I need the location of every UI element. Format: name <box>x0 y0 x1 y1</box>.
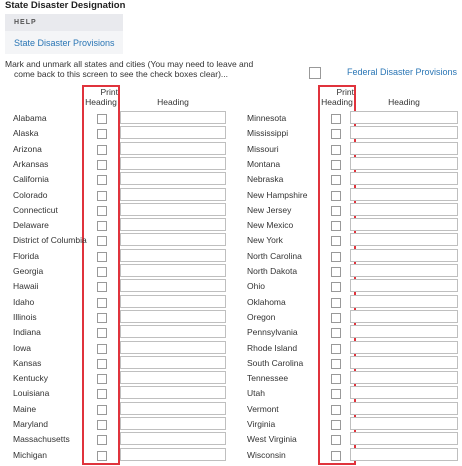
state-name: Maryland <box>13 419 48 429</box>
state-name: Ohio <box>247 281 265 292</box>
print-heading-checkbox-minnesota[interactable] <box>331 114 341 124</box>
print-heading-checkbox-pennsylvania[interactable] <box>331 328 341 338</box>
heading-input-alabama[interactable] <box>120 111 226 124</box>
heading-input-delaware[interactable] <box>120 218 226 231</box>
state-row-alabama <box>13 110 226 126</box>
print-heading-checkbox-connecticut[interactable] <box>97 206 107 216</box>
state-row-louisiana <box>13 385 226 401</box>
print-heading-checkbox-virginia[interactable] <box>331 420 341 430</box>
heading-input-florida[interactable] <box>120 249 226 262</box>
state-name: West Virginia <box>247 434 297 445</box>
state-row-nebraska <box>247 171 458 187</box>
state-row-north-dakota <box>247 263 458 279</box>
print-heading-checkbox-new-york[interactable] <box>331 236 341 246</box>
heading-input-virginia[interactable] <box>350 417 458 430</box>
help-heading: HELP <box>5 14 123 31</box>
state-name: Connecticut <box>13 204 58 215</box>
print-heading-checkbox-kansas[interactable] <box>97 359 107 369</box>
state-name: Mississippi <box>247 128 289 139</box>
state-name: Kansas <box>13 357 42 368</box>
print-heading-checkbox-new-hampshire[interactable] <box>331 191 341 201</box>
print-heading-checkbox-ohio[interactable] <box>331 282 341 292</box>
print-heading-checkbox-alabama[interactable] <box>97 114 107 124</box>
state-name: Pennsylvania <box>247 327 298 338</box>
heading-input-maryland[interactable] <box>120 417 226 430</box>
state-name: Idaho <box>13 296 35 307</box>
state-name: New Jersey <box>247 204 292 215</box>
print-heading-checkbox-kentucky[interactable] <box>97 374 107 384</box>
heading-input-missouri[interactable] <box>350 142 458 155</box>
state-name: Tennessee <box>247 373 289 384</box>
heading-input-georgia[interactable] <box>120 264 226 277</box>
heading-input-new-hampshire[interactable] <box>350 188 458 201</box>
state-name: Montana <box>247 158 281 169</box>
heading-input-montana[interactable] <box>350 157 458 170</box>
state-row-tennessee <box>247 370 458 386</box>
print-heading-checkbox-west-virginia[interactable] <box>331 435 341 445</box>
state-name: Nebraska <box>247 174 284 185</box>
state-row-iowa <box>13 340 226 356</box>
print-heading-checkbox-south-carolina[interactable] <box>331 359 341 369</box>
state-row-vermont <box>247 401 458 417</box>
state-name: Massachusetts <box>13 434 70 445</box>
right-heading-header: Heading <box>388 97 420 107</box>
heading-input-rhode-island[interactable] <box>350 341 458 354</box>
print-heading-checkbox-montana[interactable] <box>331 160 341 170</box>
heading-input-alaska[interactable] <box>120 126 226 139</box>
print-heading-checkbox-oklahoma[interactable] <box>331 298 341 308</box>
print-heading-checkbox-massachusetts[interactable] <box>97 435 107 445</box>
toggle-all-text-line2: come back to this screen to see the check boxes clear)... <box>14 69 229 79</box>
print-heading-checkbox-new-jersey[interactable] <box>331 206 341 216</box>
state-name: Iowa <box>13 342 31 353</box>
state-name: Hawaii <box>13 281 39 292</box>
state-name: Oregon <box>247 311 276 322</box>
print-heading-checkbox-indiana[interactable] <box>97 328 107 338</box>
print-heading-checkbox-georgia[interactable] <box>97 267 107 277</box>
heading-input-nebraska[interactable] <box>350 172 458 185</box>
state-name: Delaware <box>13 220 49 231</box>
state-name: Kentucky <box>13 373 48 384</box>
state-name: Vermont <box>247 403 279 414</box>
heading-input-utah[interactable] <box>350 386 458 399</box>
print-heading-checkbox-delaware[interactable] <box>97 221 107 231</box>
state-name: Indiana <box>13 327 41 338</box>
federal-disaster-provisions-link[interactable]: Federal Disaster Provisions <box>347 67 458 77</box>
state-name: Virginia <box>247 419 276 429</box>
heading-input-south-carolina[interactable] <box>350 356 458 369</box>
state-row-wisconsin <box>247 447 458 463</box>
state-name: Arkansas <box>13 158 49 169</box>
print-heading-checkbox-hawaii[interactable] <box>97 282 107 292</box>
print-heading-checkbox-rhode-island[interactable] <box>331 344 341 354</box>
state-row-arizona <box>13 141 226 157</box>
heading-input-mississippi[interactable] <box>350 126 458 139</box>
heading-input-west-virginia[interactable] <box>350 432 458 445</box>
print-heading-checkbox-florida[interactable] <box>97 252 107 262</box>
heading-input-minnesota[interactable] <box>350 111 458 124</box>
left-print-label: Print <box>100 87 118 97</box>
state-row-new-york <box>247 232 458 248</box>
print-heading-checkbox-idaho[interactable] <box>97 298 107 308</box>
print-heading-checkbox-district-of-columbia[interactable] <box>97 236 107 246</box>
state-row-georgia <box>13 263 226 279</box>
print-heading-checkbox-mississippi[interactable] <box>331 129 341 139</box>
state-row-montana <box>247 156 458 172</box>
state-row-west-virginia <box>247 431 458 447</box>
state-row-south-carolina <box>247 355 458 371</box>
print-heading-checkbox-michigan[interactable] <box>97 451 107 461</box>
state-name: Oklahoma <box>247 296 286 307</box>
state-row-michigan <box>13 447 226 463</box>
state-name: Arizona <box>13 143 42 154</box>
right-print-heading-label: Heading <box>321 97 353 107</box>
heading-input-california[interactable] <box>120 172 226 185</box>
state-row-utah <box>247 385 458 401</box>
state-row-arkansas <box>13 156 226 172</box>
heading-input-oklahoma[interactable] <box>350 295 458 308</box>
state-name: Alaska <box>13 128 39 139</box>
state-name: Florida <box>13 250 39 261</box>
heading-input-massachusetts[interactable] <box>120 432 226 445</box>
state-name: California <box>13 174 49 185</box>
state-row-minnesota <box>247 110 458 126</box>
heading-input-louisiana[interactable] <box>120 386 226 399</box>
state-row-ohio <box>247 278 458 294</box>
help-panel <box>5 14 123 54</box>
state-name: Georgia <box>13 266 44 276</box>
print-heading-checkbox-new-mexico[interactable] <box>331 221 341 231</box>
state-row-virginia <box>247 416 458 432</box>
heading-input-district-of-columbia[interactable] <box>120 233 226 246</box>
heading-input-wisconsin[interactable] <box>350 448 458 461</box>
state-row-new-mexico <box>247 217 458 233</box>
heading-input-pennsylvania[interactable] <box>350 325 458 338</box>
page-title: State Disaster Designation <box>5 0 126 11</box>
left-print-heading-label: Heading <box>85 97 117 107</box>
state-row-kansas <box>13 355 226 371</box>
state-row-oregon <box>247 309 458 325</box>
state-name: Rhode Island <box>247 342 298 353</box>
state-name: North Carolina <box>247 250 302 261</box>
heading-input-arkansas[interactable] <box>120 157 226 170</box>
left-heading-header: Heading <box>157 97 189 107</box>
toggle-all-label <box>5 59 267 79</box>
state-row-delaware <box>13 217 226 233</box>
state-row-kentucky <box>13 370 226 386</box>
state-row-mississippi <box>247 125 458 141</box>
heading-input-new-mexico[interactable] <box>350 218 458 231</box>
print-heading-checkbox-nebraska[interactable] <box>331 175 341 185</box>
state-row-district-of-columbia <box>13 232 226 248</box>
state-name: Missouri <box>247 143 279 154</box>
state-disaster-provisions-link[interactable]: State Disaster Provisions <box>14 38 115 48</box>
state-name: New York <box>247 235 283 246</box>
heading-input-iowa[interactable] <box>120 341 226 354</box>
print-heading-checkbox-utah[interactable] <box>331 389 341 399</box>
print-heading-checkbox-wisconsin[interactable] <box>331 451 341 461</box>
state-name: Minnesota <box>247 113 287 123</box>
print-heading-checkbox-vermont[interactable] <box>331 405 341 415</box>
print-heading-checkbox-maine[interactable] <box>97 405 107 415</box>
heading-input-kentucky[interactable] <box>120 371 226 384</box>
print-heading-checkbox-maryland[interactable] <box>97 420 107 430</box>
heading-input-arizona[interactable] <box>120 142 226 155</box>
heading-input-kansas[interactable] <box>120 356 226 369</box>
state-row-massachusetts <box>13 431 226 447</box>
state-row-north-carolina <box>247 248 458 264</box>
print-heading-checkbox-louisiana[interactable] <box>97 389 107 399</box>
print-heading-checkbox-iowa[interactable] <box>97 344 107 354</box>
heading-input-indiana[interactable] <box>120 325 226 338</box>
state-row-maine <box>13 401 226 417</box>
state-row-california <box>13 171 226 187</box>
heading-input-north-carolina[interactable] <box>350 249 458 262</box>
print-heading-checkbox-arkansas[interactable] <box>97 160 107 170</box>
toggle-all-text-line1: Mark and unmark all states and cities (You may need to leave and <box>5 59 254 69</box>
state-row-new-jersey <box>247 202 458 218</box>
state-row-pennsylvania <box>247 324 458 340</box>
state-name: North Dakota <box>247 266 298 276</box>
state-row-florida <box>13 248 226 264</box>
heading-input-colorado[interactable] <box>120 188 226 201</box>
heading-input-vermont[interactable] <box>350 402 458 415</box>
state-name: South Carolina <box>247 357 304 368</box>
state-name: Louisiana <box>13 388 50 399</box>
print-heading-checkbox-alaska[interactable] <box>97 129 107 139</box>
print-heading-checkbox-north-dakota[interactable] <box>331 267 341 277</box>
print-heading-checkbox-colorado[interactable] <box>97 191 107 201</box>
state-row-maryland <box>13 416 226 432</box>
state-row-indiana <box>13 324 226 340</box>
heading-input-maine[interactable] <box>120 402 226 415</box>
state-name: Alabama <box>13 113 47 123</box>
state-row-rhode-island <box>247 340 458 356</box>
state-row-new-hampshire <box>247 187 458 203</box>
right-print-label: Print <box>336 87 354 97</box>
print-heading-checkbox-california[interactable] <box>97 175 107 185</box>
heading-input-north-dakota[interactable] <box>350 264 458 277</box>
print-heading-checkbox-arizona[interactable] <box>97 145 107 155</box>
heading-input-connecticut[interactable] <box>120 203 226 216</box>
state-name: Michigan <box>13 449 48 460</box>
toggle-all-checkbox[interactable] <box>309 67 321 79</box>
state-row-hawaii <box>13 278 226 294</box>
heading-input-hawaii[interactable] <box>120 279 226 292</box>
heading-input-ohio[interactable] <box>350 279 458 292</box>
heading-input-illinois[interactable] <box>120 310 226 323</box>
state-name: Illinois <box>13 311 37 322</box>
state-row-oklahoma <box>247 294 458 310</box>
state-name: District of Columbia <box>13 235 87 246</box>
heading-input-new-york[interactable] <box>350 233 458 246</box>
state-row-colorado <box>13 187 226 203</box>
state-name: New Hampshire <box>247 189 308 200</box>
state-name: Maine <box>13 403 37 414</box>
heading-input-tennessee[interactable] <box>350 371 458 384</box>
state-name: New Mexico <box>247 220 294 231</box>
heading-input-oregon[interactable] <box>350 310 458 323</box>
print-heading-checkbox-oregon[interactable] <box>331 313 341 323</box>
state-row-idaho <box>13 294 226 310</box>
state-row-connecticut <box>13 202 226 218</box>
state-name: Colorado <box>13 189 48 200</box>
heading-input-idaho[interactable] <box>120 295 226 308</box>
state-row-missouri <box>247 141 458 157</box>
state-row-alaska <box>13 125 226 141</box>
print-heading-checkbox-tennessee[interactable] <box>331 374 341 384</box>
print-heading-checkbox-missouri[interactable] <box>331 145 341 155</box>
print-heading-checkbox-illinois[interactable] <box>97 313 107 323</box>
state-name: Wisconsin <box>247 449 286 460</box>
print-heading-checkbox-north-carolina[interactable] <box>331 252 341 262</box>
heading-input-michigan[interactable] <box>120 448 226 461</box>
state-row-illinois <box>13 309 226 325</box>
heading-input-new-jersey[interactable] <box>350 203 458 216</box>
state-name: Utah <box>247 388 265 399</box>
